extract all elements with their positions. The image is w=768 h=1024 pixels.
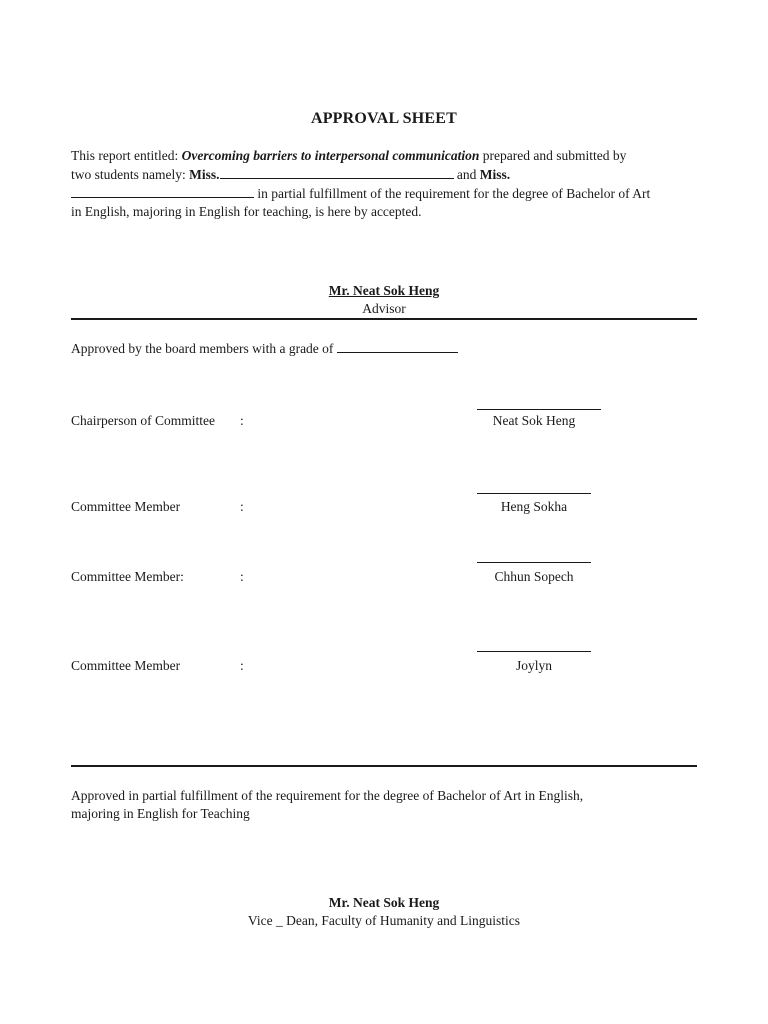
signature-line <box>477 562 591 563</box>
signature-line <box>477 409 601 410</box>
signature-line <box>477 493 591 494</box>
intro-paragraph <box>71 147 699 221</box>
dean-name: Mr. Neat Sok Heng <box>328 895 440 910</box>
intro-line-4: in English, majoring in English for teaching, is here by accepted. <box>71 204 422 219</box>
signature-line <box>477 651 591 652</box>
committee-colon: : <box>240 413 244 428</box>
advisor-block <box>0 282 768 318</box>
student-name-blank-1 <box>220 165 454 179</box>
final-line-2: majoring in English for Teaching <box>71 806 250 821</box>
dean-role: Vice _ Dean, Faculty of Humanity and Linguistics <box>247 913 521 928</box>
miss-label-2: Miss. <box>479 167 511 182</box>
dean-block <box>0 894 768 930</box>
final-line-1: Approved in partial fulfillment of the requirement for the degree of Bachelor of Art in English, <box>71 788 584 803</box>
final-approval-paragraph <box>71 787 699 823</box>
advisor-role: Advisor <box>362 301 406 316</box>
intro-text: prepared and submitted by <box>479 148 627 163</box>
committee-role: Committee Member <box>71 658 181 673</box>
intro-text: in partial fulfillment of the requirement for the degree of Bachelor of Art <box>254 186 651 201</box>
committee-role: Committee Member: <box>71 569 184 584</box>
report-title: Overcoming barriers to interpersonal communication <box>181 148 480 163</box>
intro-text: and <box>453 167 480 182</box>
intro-line-1 <box>71 147 699 165</box>
intro-line-2 <box>71 165 699 184</box>
committee-member-name: Joylyn <box>515 658 552 673</box>
committee-member-name: Heng Sokha <box>500 499 568 514</box>
grade-label: Approved by the board members with a grade of <box>71 341 337 356</box>
grade-line <box>71 339 699 358</box>
divider-top <box>71 318 697 320</box>
committee-colon: : <box>240 569 244 584</box>
intro-line-3 <box>71 184 699 203</box>
page-title: APPROVAL SHEET <box>310 110 458 127</box>
miss-label-1: Miss. <box>189 167 220 182</box>
intro-text: This report entitled: <box>71 148 182 163</box>
grade-blank <box>337 339 458 353</box>
committee-role: Committee Member <box>71 499 181 514</box>
intro-text: two students namely: <box>71 167 190 182</box>
committee-colon: : <box>240 499 244 514</box>
student-name-blank-2 <box>71 184 254 198</box>
divider-bottom <box>71 765 697 767</box>
committee-role: Chairperson of Committee <box>71 413 215 428</box>
committee-colon: : <box>240 658 244 673</box>
committee-member-name: Chhun Sopech <box>494 569 574 584</box>
advisor-name: Mr. Neat Sok Heng <box>328 283 440 298</box>
committee-member-name: Neat Sok Heng <box>492 413 576 428</box>
